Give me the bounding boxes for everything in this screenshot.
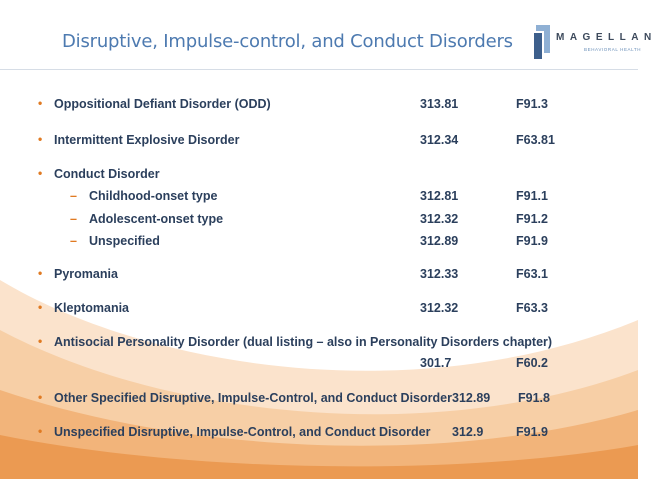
disorder-ied-dsm-code: 312.34 [420,133,459,147]
dash-icon: – [70,234,77,248]
bullet-icon: • [38,96,43,110]
disorder-odd-dsm-code: 313.81 [420,97,459,111]
disorder-other-specified-icd-code: F91.8 [518,391,550,405]
disorder-antisocial-icd-code: F60.2 [516,356,548,370]
dash-icon: – [70,189,77,203]
bullet-icon: • [38,132,43,146]
subtype-adolescent-label: Adolescent-onset type [89,212,224,226]
disorder-pyromania-icd-code: F63.1 [516,267,548,281]
disorder-kleptomania-icd-code: F63.3 [516,301,548,315]
disorder-other-specified-label: Other Specified Disruptive, Impulse-Control, and Conduct Disorder [54,391,452,405]
magellan-logo [532,21,657,65]
subtype-childhood-dsm-code: 312.81 [420,189,459,203]
dash-icon: – [70,212,77,226]
disorder-conduct-label: Conduct Disorder [54,167,160,181]
bullet-icon: • [38,334,43,348]
bullet-icon: • [38,166,43,180]
disorder-odd-label: Oppositional Defiant Disorder (ODD) [54,97,271,111]
bullet-icon: • [38,266,43,280]
subtype-childhood-icd-code: F91.1 [516,189,548,203]
disorder-ied-label: Intermittent Explosive Disorder [54,133,240,147]
disorder-unspecified-dsm-code: 312.9 [452,425,484,439]
bullet-icon: • [38,300,43,314]
logo-wordmark: MAGELLAN [556,32,657,43]
disorder-ied-icd-code: F63.81 [516,133,555,147]
disorder-unspecified-label: Unspecified Disruptive, Impulse-Control, and Conduct Disorder [54,425,431,439]
subtype-unspecified-dsm-code: 312.89 [420,234,459,248]
disorder-pyromania-dsm-code: 312.33 [420,267,459,281]
disorder-kleptomania-label: Kleptomania [54,301,130,315]
disorder-antisocial-label: Antisocial Personality Disorder (dual listing – also in Personality Disorders chapter) [54,335,553,349]
bullet-icon: • [38,390,43,404]
subtype-adolescent-dsm-code: 312.32 [420,212,459,226]
title-divider [0,69,638,70]
disorder-other-specified-dsm-code: 312.89 [452,391,491,405]
disorder-unspecified-icd-code: F91.9 [516,425,548,439]
disorder-odd-icd-code: F91.3 [516,97,548,111]
subtype-childhood-label: Childhood-onset type [89,189,218,203]
logo-mark-icon [532,23,554,61]
bullet-icon: • [38,424,43,438]
logo-tagline: BEHAVIORAL HEALTH [584,47,642,52]
disorder-pyromania-label: Pyromania [54,267,118,281]
slide-title: Disruptive, Impulse-control, and Conduct Disorders [62,31,513,52]
subtype-adolescent-icd-code: F91.2 [516,212,548,226]
subtype-unspecified-label: Unspecified [89,234,160,248]
disorder-antisocial-dsm-code: 301.7 [420,356,452,370]
disorder-kleptomania-dsm-code: 312.32 [420,301,459,315]
subtype-unspecified-icd-code: F91.9 [516,234,548,248]
